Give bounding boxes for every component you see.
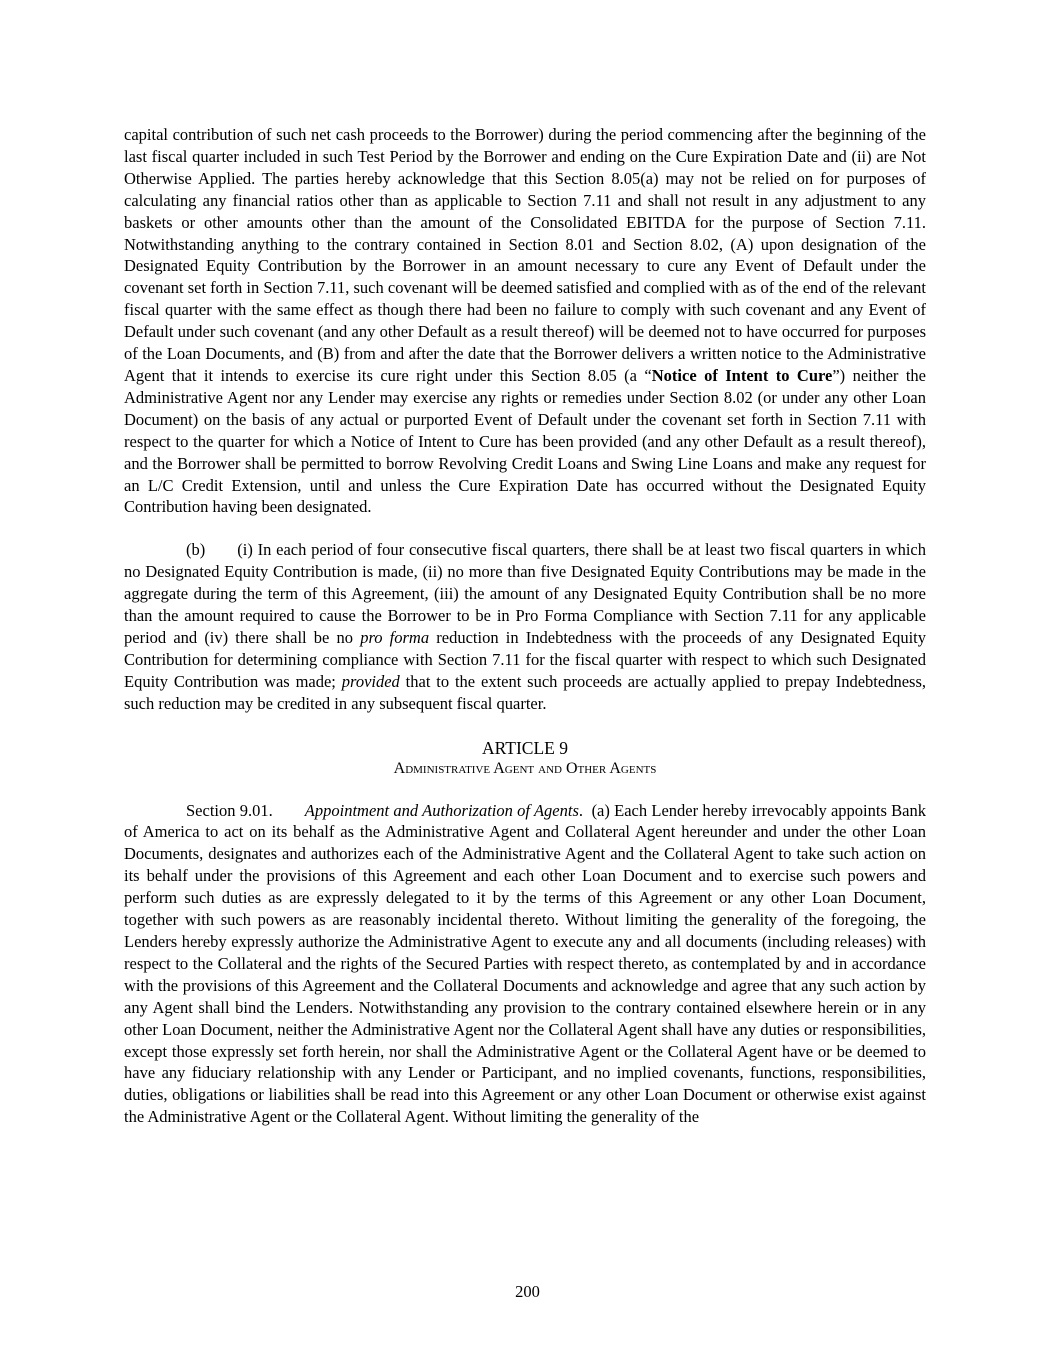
document-page	[124, 124, 926, 1128]
article-title: Administrative Agent and Other Agents	[393, 759, 657, 777]
section-heading-period: .	[578, 800, 583, 820]
clause-label: (b)	[186, 540, 206, 560]
italic-term: provided	[341, 671, 400, 691]
paragraph-8-05-a-continuation	[124, 124, 926, 518]
article-number: ARTICLE 9	[482, 737, 568, 758]
section-label: Section 9.01.	[186, 800, 273, 820]
paragraph-text: (a) Each Lender hereby irrevocably appoints Bank of America to act on its behalf as the Administrative Agent and Collateral Agent hereunder and under the other Loan Documents, designates and authorizes each of the Administrative Agent and the Collateral Agent to take such action on its behalf under the provisions of this Agreement and each other Loan Document and to exercise such powers and perform such duties as are expressly delegated to it by the terms of this Agreement or any other Loan Document, together with such powers as are reasonably incidental thereto. Without limiting the generality of the foregoing, the Lenders hereby expressly authorize the Administrative Agent to execute any and all documents (including releases) with respect to the Collateral and the rights of the Secured Parties with respect thereto, as contemplated by and in accordance with the provisions of this Agreement and the Collateral Documents and acknowledge and agree that any such action by any Agent shall bind the Lenders. Notwithstanding any provision to the contrary contained elsewhere herein or in any other Loan Document, neither the Administrative Agent nor the Collateral Agent shall have any duties or responsibilities, except those expressly set forth herein, nor shall the Administrative Agent or the Collateral Agent have or be deemed to have any fiduciary relationship with any Lender or Participant, and no implied covenants, functions, responsibilities, duties, obligations or liabilities shall be read into this Agreement or any other Loan Document or otherwise exist against the Administrative Agent or the Collateral Agent. Without limiting the generality of the	[124, 800, 926, 1127]
paragraph-text: reduction in Indebtedness with the proceeds of any Designated Equity Contribution for determining compliance with Section 7.11 for the fiscal quarter with respect to which such Designated Equity Contribution was made;	[124, 627, 926, 691]
section-9-01-paragraph	[124, 800, 926, 1129]
article-heading	[124, 737, 926, 779]
italic-term: pro forma	[360, 627, 430, 647]
paragraph-text: (i) In each period of four consecutive fiscal quarters, there shall be at least two fiscal quarters in which no Designated Equity Contribution is made, (ii) no more than five Designated Equity Contributions may be made in the aggregate during the term of this Agreement, (iii) the amount of any Designated Equity Contribution shall be no more than the amount required to cause the Borrower to be in Pro Forma Compliance with Section 7.11 for any applicable period and (iv) there shall be no	[124, 540, 926, 647]
paragraph-text: capital contribution of such net cash proceeds to the Borrower) during the period commencing after the beginning of the last fiscal quarter included in such Test Period by the Borrower and ending on the Cure Expiration Date and (ii) are Not Otherwise Applied. The parties hereby acknowledge that this Section 8.05(a) may not be relied on for purposes of calculating any financial ratios other than as applicable to Section 7.11 and shall not result in any adjustment to any baskets or other amounts other than the amount of the Consolidated EBITDA for the purpose of Section 7.11. Notwithstanding anything to the contrary contained in Section 8.01 and Section 8.02, (A) upon designation of the Designated Equity Contribution by the Borrower in an amount necessary to cure any Event of Default under the covenant set forth in Section 7.11, such covenant will be deemed satisfied and complied with as of the end of the relevant fiscal quarter with the same effect as though there had been no failure to comply with such covenant and any Event of Default under such covenant (and any other Default as a result thereof) will be deemed not to have occurred for purposes of the Loan Documents, and (B) from and after the date that the Borrower delivers a written notice to the Administrative Agent that it intends to exercise its cure right under this Section 8.05 (a “	[124, 125, 926, 385]
section-heading: Appointment and Authorization of Agents	[304, 800, 579, 820]
paragraph-text: that to the extent such proceeds are actually applied to prepay Indebtedness, such reduction may be credited in any subsequent fiscal quarter.	[124, 671, 927, 713]
paragraph-8-05-b	[124, 539, 926, 714]
page-number: 200	[515, 1282, 540, 1301]
defined-term: Notice of Intent to Cure	[651, 365, 833, 385]
paragraph-text: ”) neither the Administrative Agent nor any Lender may exercise any rights or remedies under Section 8.02 (or under any other Loan Document) on the basis of any actual or purported Event of Default under the covenant set forth in Section 7.11 with respect to the quarter for which a Notice of Intent to Cure has been provided (and any other Default as a result thereof), and the Borrower shall be permitted to borrow Revolving Credit Loans and Swing Line Loans and make any request for an L/C Credit Extension, until and unless the Cure Expiration Date has occurred without the Designated Equity Contribution having been designated.	[124, 365, 926, 517]
